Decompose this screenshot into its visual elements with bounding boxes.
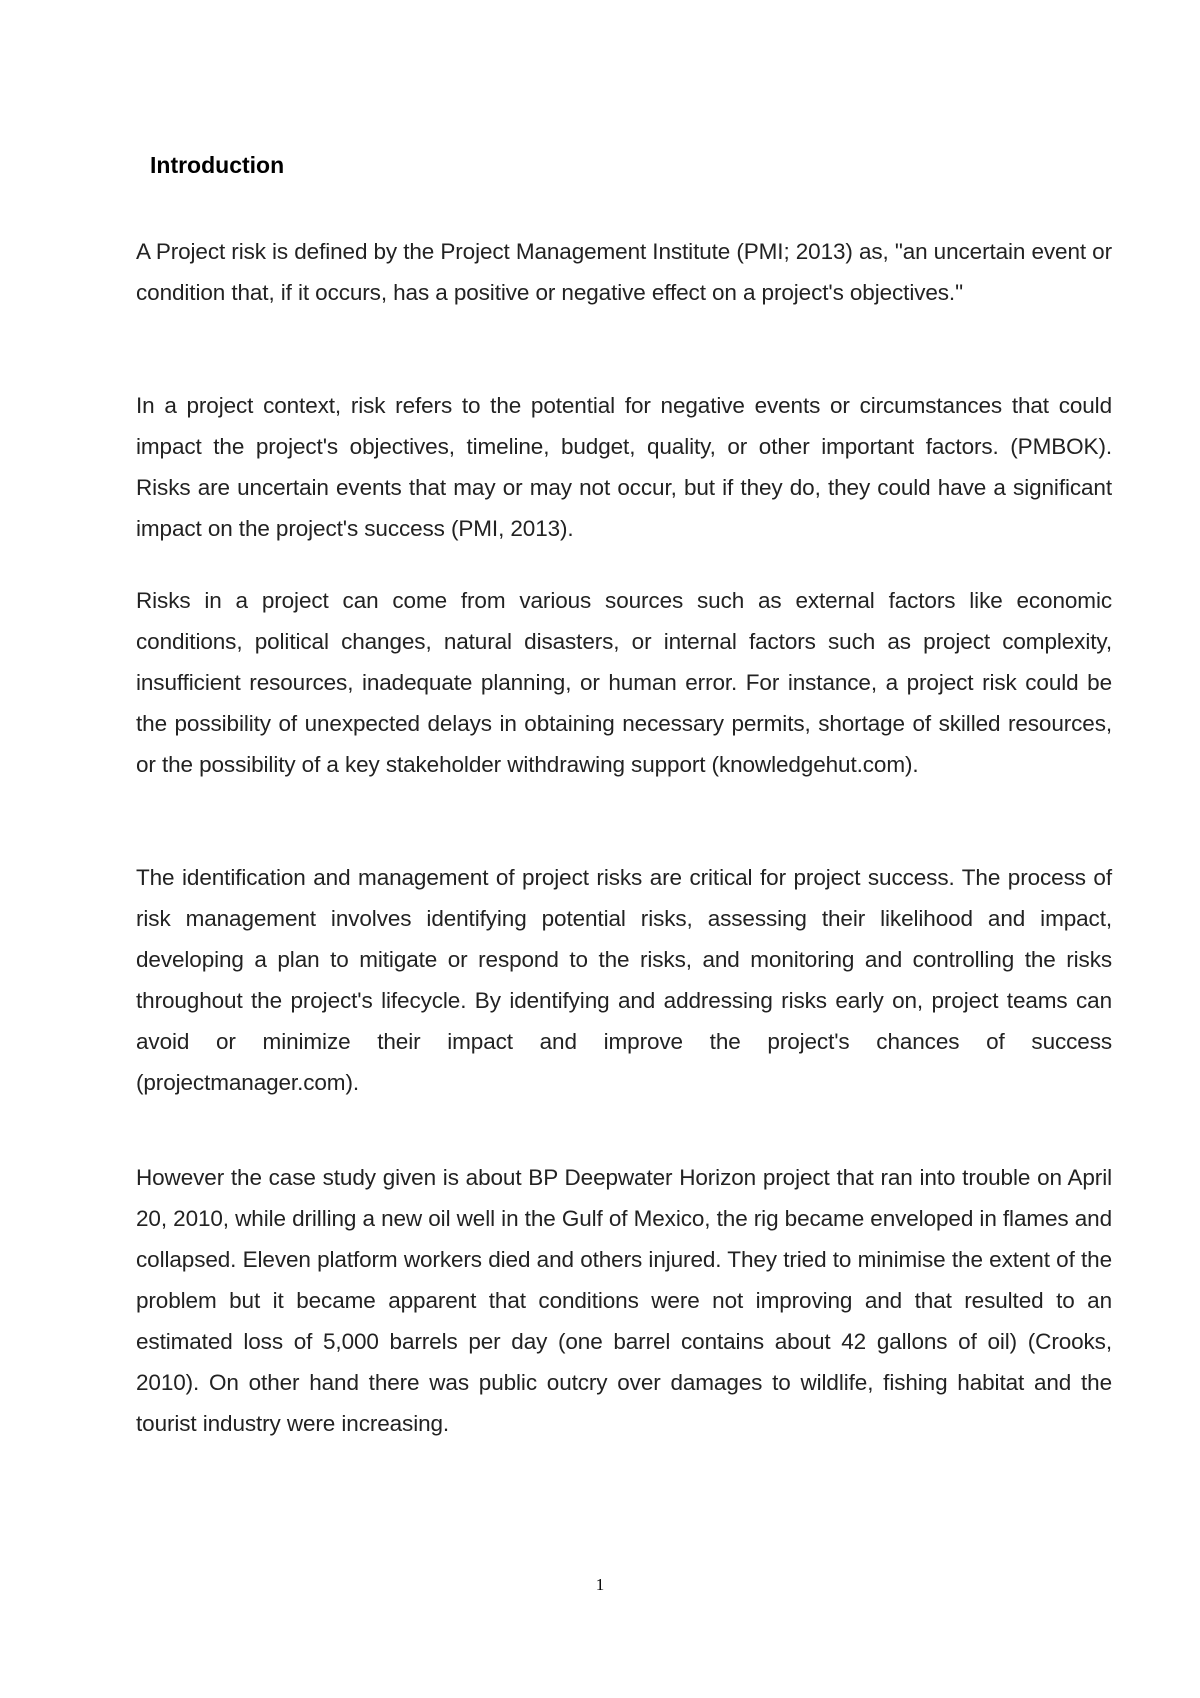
paragraph-risk-sources: Risks in a project can come from various sources such as external factors like economic conditions, political changes, natural disasters, or internal factors such as project complexity, insufficient resources, inadequate planning, or human error. For instance, a project risk could be the possibility of unexpected delays in obtaining necessary permits, shortage of skilled resources, or the possibility of a key stakeholder withdrawing support (knowledgehut.com). [136, 588, 1112, 777]
paragraph-project-context: In a project context, risk refers to the potential for negative events or circumstances that could impact the project's objectives, timeline, budget, quality, or other important factors. (PMBOK). Risks are uncertain events that may or may not occur, but if they do, they could have a significant impact on the project's success (PMI, 2013). [136, 393, 1112, 541]
paragraph-risk-management: The identification and management of project risks are critical for project success. The process of risk management involves identifying potential risks, assessing their likelihood and impact, developing a plan to mitigate or respond to the risks, and monitoring and controlling the risks throughout the project's lifecycle. By identifying and addressing risks early on, project teams can avoid or minimize their impact and improve the project's chances of success (projectmanager.com). [136, 865, 1112, 1095]
section-heading: Introduction [150, 152, 285, 178]
paragraph-case-study: However the case study given is about BP Deepwater Horizon project that ran into trouble on April 20, 2010, while drilling a new oil well in the Gulf of Mexico, the rig became enveloped in flames and collapsed. Eleven platform workers died and others injured. They tried to minimise the extent of the problem but it became apparent that conditions were not improving and that resulted to an estimated loss of 5,000 barrels per day (one barrel contains about 42 gallons of oil) (Crooks, 2010). On other hand there was public outcry over damages to wildlife, fishing habitat and the tourist industry were increasing. [136, 1165, 1112, 1436]
paragraph-risk-definition: A Project risk is defined by the Project Management Institute (PMI; 2013) as, "an uncertain event or condition that, if it occurs, has a positive or negative effect on a project's objectives." [136, 239, 1112, 305]
page-number: 1 [595, 1575, 605, 1594]
